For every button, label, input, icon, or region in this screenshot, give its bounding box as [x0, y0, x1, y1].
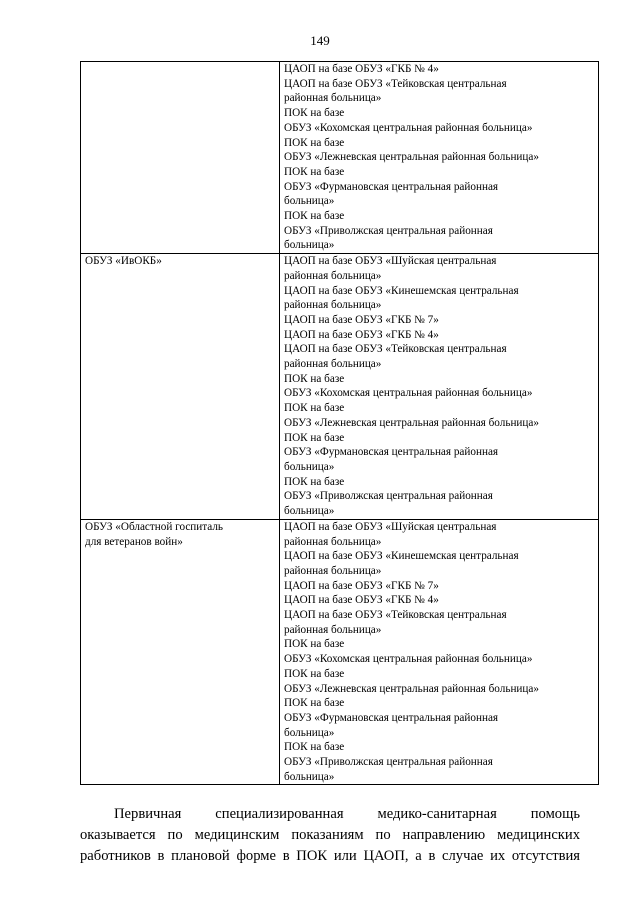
routing-cell	[280, 519, 599, 785]
routing-line: районная больница»	[284, 269, 382, 282]
routing-line: ПОК на базе	[284, 402, 345, 415]
routing-line: ЦАОП на базе ОБУЗ «Кинешемская центральная	[284, 550, 519, 563]
routing-line: больница»	[284, 726, 335, 739]
routing-line: ЦАОП на базе ОБУЗ «Тейковская центральная	[284, 77, 507, 90]
routing-line: больница»	[284, 239, 335, 252]
routing-line: ЦАОП на базе ОБУЗ «ГКБ № 4»	[284, 63, 439, 75]
routing-line: районная больница»	[284, 564, 382, 577]
routing-line: ЦАОП на базе ОБУЗ «Шуйская центральная	[284, 255, 497, 268]
routing-line: больница»	[284, 505, 335, 518]
institution-cell	[81, 254, 280, 520]
table-row	[81, 254, 599, 520]
routing-line: ПОК на базе	[284, 372, 345, 385]
routing-line: ОБУЗ «Фурмановская центральная районная	[284, 446, 499, 459]
paragraph-line: Первичная специализированная медико-санитарная помощь	[114, 806, 580, 822]
routing-line: больница»	[284, 770, 335, 783]
routing-line: ЦАОП на базе ОБУЗ «Кинешемская центральная	[284, 284, 519, 297]
routing-line: ОБУЗ «Лежневская центральная районная больница»	[284, 682, 539, 695]
routing-line: ПОК на базе	[284, 165, 345, 178]
routing-line: ЦАОП на базе ОБУЗ «Шуйская центральная	[284, 520, 497, 533]
routing-line: ПОК на базе	[284, 431, 345, 444]
paragraph-line: работников в плановой форме в ПОК или ЦАОП, а в случае их отсутствия	[80, 848, 580, 864]
routing-line: ЦАОП на базе ОБУЗ «ГКБ № 4»	[284, 594, 439, 607]
routing-line: ОБУЗ «Приволжская центральная районная	[284, 490, 493, 503]
routing-line: ЦАОП на базе ОБУЗ «Тейковская центральная	[284, 343, 507, 356]
routing-line: ЦАОП на базе ОБУЗ «ГКБ № 7»	[284, 313, 439, 326]
routing-line: ОБУЗ «Фурмановская центральная районная	[284, 180, 499, 193]
page-number: 149	[310, 33, 330, 48]
table-row	[81, 519, 599, 785]
routing-line: ПОК на базе	[284, 210, 345, 223]
routing-cell	[280, 62, 599, 254]
routing-line: ОБУЗ «Приволжская центральная районная	[284, 756, 493, 769]
routing-line: ОБУЗ «Лежневская центральная районная больница»	[284, 151, 539, 164]
routing-line: больница»	[284, 195, 335, 208]
routing-cell	[280, 254, 599, 520]
routing-table	[80, 61, 599, 785]
routing-line: ПОК на базе	[284, 638, 345, 651]
routing-line: районная больница»	[284, 358, 382, 371]
routing-line: ПОК на базе	[284, 697, 345, 710]
routing-line: ПОК на базе	[284, 107, 345, 120]
routing-line: ЦАОП на базе ОБУЗ «Тейковская центральная	[284, 609, 507, 622]
table-row	[81, 62, 599, 254]
routing-line: районная больница»	[284, 623, 382, 636]
routing-line: ОБУЗ «Кохомская центральная районная больница»	[284, 653, 533, 666]
institution-line: ОБУЗ «Областной госпиталь	[85, 520, 224, 533]
routing-line: ОБУЗ «Лежневская центральная районная больница»	[284, 416, 539, 429]
routing-line: районная больница»	[284, 535, 382, 548]
routing-line: ПОК на базе	[284, 741, 345, 754]
routing-line: ПОК на базе	[284, 667, 345, 680]
institution-line: для ветеранов войн»	[85, 535, 183, 548]
routing-line: ОБУЗ «Фурмановская центральная районная	[284, 711, 499, 724]
routing-line: ОБУЗ «Кохомская центральная районная больница»	[284, 121, 533, 134]
body-paragraph	[80, 804, 580, 867]
institution-cell	[81, 519, 280, 785]
routing-line: ПОК на базе	[284, 475, 345, 488]
institution-line: ОБУЗ «ИвОКБ»	[85, 255, 162, 268]
routing-line: больница»	[284, 460, 335, 473]
routing-line: ПОК на базе	[284, 136, 345, 149]
routing-line: ЦАОП на базе ОБУЗ «ГКБ № 7»	[284, 579, 439, 592]
paragraph-line: оказывается по медицинским показаниям по направлению медицинских	[80, 827, 580, 843]
routing-line: ЦАОП на базе ОБУЗ «ГКБ № 4»	[284, 328, 439, 341]
institution-cell	[81, 62, 280, 254]
routing-line: районная больница»	[284, 92, 382, 105]
routing-line: ОБУЗ «Приволжская центральная районная	[284, 224, 493, 237]
routing-line: районная больница»	[284, 299, 382, 312]
routing-line: ОБУЗ «Кохомская центральная районная больница»	[284, 387, 533, 400]
